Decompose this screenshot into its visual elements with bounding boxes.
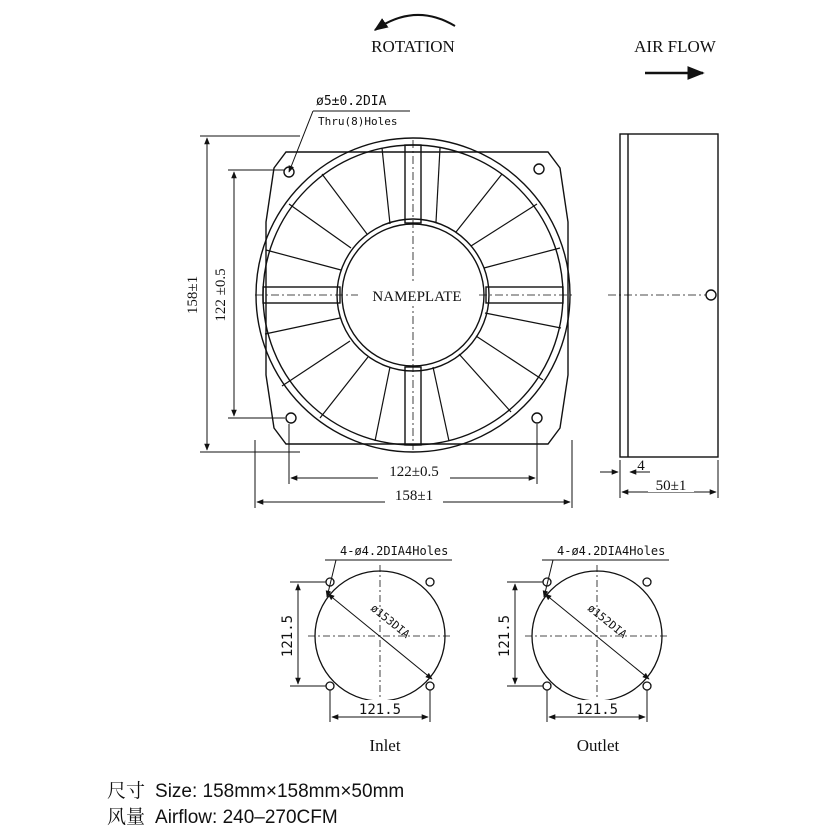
- nameplate-label: NAMEPLATE: [372, 289, 462, 305]
- side-view-hole: [706, 290, 716, 300]
- mount-hole-tr: [534, 164, 544, 174]
- rotation-arrow-icon: [375, 15, 455, 30]
- outlet-horizontal-dim: 121.5: [575, 702, 619, 718]
- outlet-view: [507, 560, 669, 722]
- dim-height-inner: 122 ±0.5: [213, 268, 229, 322]
- airflow-label: AIR FLOW: [634, 37, 716, 56]
- airflow-indicator: [634, 37, 717, 73]
- size-spec-text: Size: 158mm×158mm×50mm: [155, 781, 405, 802]
- inlet-circle-label: ø153DIA: [368, 601, 413, 641]
- inlet-hole-br: [426, 682, 434, 690]
- outlet-holes-label: 4-ø4.2DIA4Holes: [557, 544, 666, 558]
- dim-height-outer: 158±1: [185, 275, 201, 315]
- airflow-spec-text: Airflow: 240–270CFM: [155, 807, 338, 828]
- mounting-hole-callout: [289, 94, 410, 172]
- dim-width-outer: 158±1: [394, 488, 434, 504]
- size-spec-cn: 尺寸: [107, 781, 146, 802]
- outlet-circle-label: ø152DIA: [585, 601, 630, 641]
- side-dim-depth: 50±1: [655, 478, 687, 494]
- mount-hole-br: [532, 413, 542, 423]
- rotation-label: ROTATION: [371, 37, 455, 56]
- inlet-holes-label: 4-ø4.2DIA4Holes: [340, 544, 449, 558]
- inlet-caption: Inlet: [369, 736, 401, 755]
- hole-thru-label: Thru(8)Holes: [318, 115, 398, 128]
- outlet-vertical-dim: 121.5: [497, 614, 513, 658]
- front-dimensions: [200, 136, 572, 508]
- rotation-indicator: [371, 15, 455, 56]
- outlet-caption: Outlet: [576, 736, 620, 755]
- side-dim-small: 4: [637, 458, 645, 474]
- airflow-spec-cn: 风量: [107, 807, 146, 828]
- inlet-vertical-dim: 121.5: [280, 614, 296, 658]
- airflow-spec: [107, 807, 338, 829]
- outlet-hole-tr: [643, 578, 651, 586]
- inlet-hole-tr: [426, 578, 434, 586]
- mount-hole-bl: [286, 413, 296, 423]
- size-spec: [107, 781, 404, 803]
- side-view-body: [620, 134, 718, 457]
- outlet-hole-br: [643, 682, 651, 690]
- inlet-horizontal-dim: 121.5: [358, 702, 402, 718]
- inlet-view: [290, 560, 452, 722]
- inlet-hole-bl: [326, 682, 334, 690]
- outlet-hole-bl: [543, 682, 551, 690]
- hole-spec-label: ø5±0.2DIA: [316, 94, 387, 109]
- fan-side-view: [600, 134, 718, 498]
- dim-width-inner: 122±0.5: [389, 464, 439, 480]
